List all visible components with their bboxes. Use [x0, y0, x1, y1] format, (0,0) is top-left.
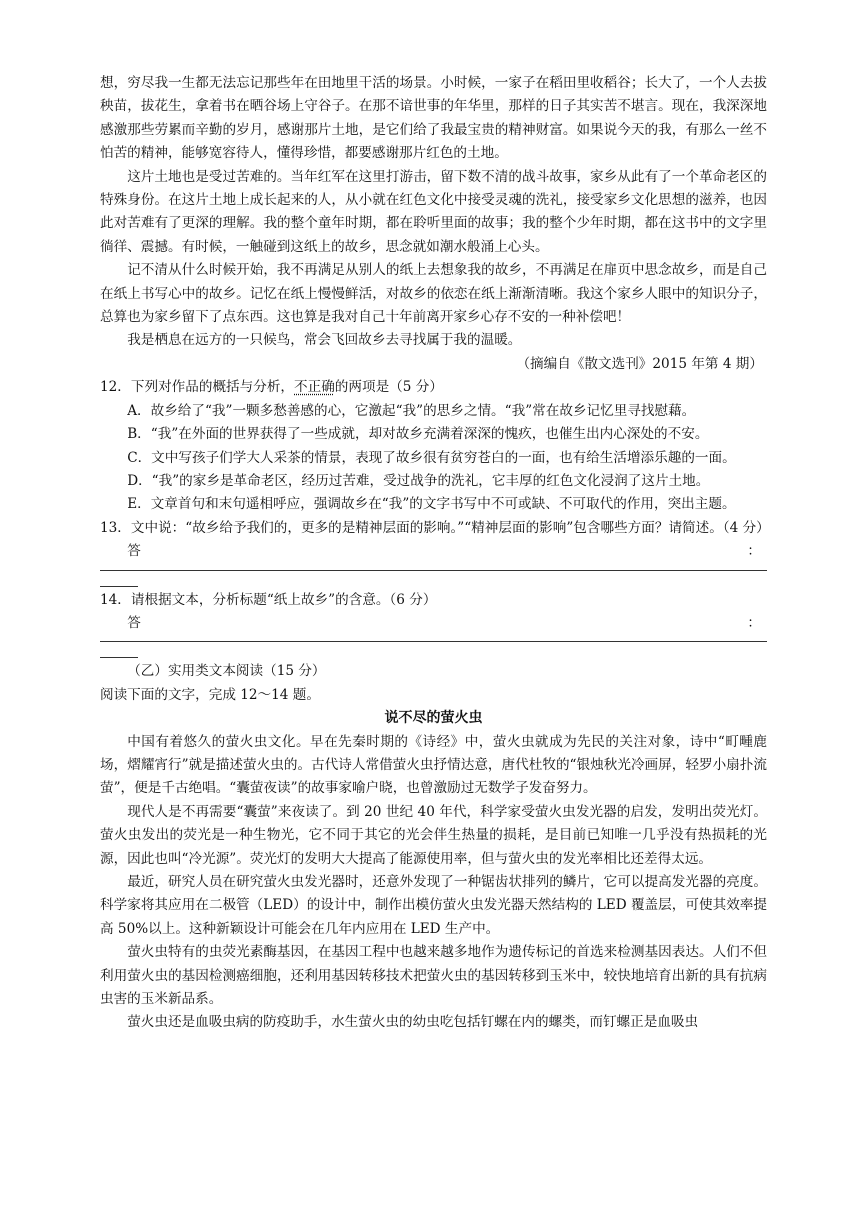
question-13-stem: 13．文中说：“故乡给予我们的，更多的是精神层面的影响。”“精神层面的影响”包含哪些方面？请简述。（4 分） — [100, 519, 770, 536]
story-paragraph: 我是栖息在远方的一只候鸟，常会飞回故乡去寻找属于我的温暖。 — [127, 332, 522, 349]
answer-label: 答 — [127, 614, 141, 631]
question-13 — [100, 517, 770, 587]
answer-rule-short — [100, 646, 138, 658]
section-b — [100, 660, 767, 1035]
story-paragraph: 想，穷尽我一生都无法忘记那些年在田地里干活的场景。小时候，一家子在稻田里收稻谷；长大了，一个人去拔秧苗，拔花生，拿着书在晒谷场上守谷子。在那不谙世事的年华里，那样的日子其实苦不堪言。现在，我深深地感激那些劳累而辛勤的岁月，感谢那片土地，是它们给了我最宝贵的精神财富。如果说今天的我，有那么一丝不怕苦的精神，能够宽容待人，懂得珍惜，都要感谢那片红色的土地。 — [100, 75, 767, 162]
answer-line[interactable] — [100, 540, 767, 563]
option-a: A．故乡给了“我”一颗多愁善感的心，它激起“我”的思乡之情。“我”常在故乡记忆里寻找慰藉。 — [127, 402, 696, 419]
story-paragraph: 记不清从什么时候开始，我不再满足从别人的纸上去想象我的故乡，不再满足在扉页中思念故乡，而是自己在纸上书写心中的故乡。记忆在纸上慢慢鲜活，对故乡的依恋在纸上渐渐清晰。我这个家乡人眼中的知识分子，总算也为家乡留下了点东西。这也算是我对自己十年前离开家乡心存不安的一种补偿吧！ — [100, 262, 767, 326]
article-paragraph: 现代人是不再需要“囊萤”来夜读了。到 20 世纪 40 年代，科学家受萤火虫发光器的启发，发明出荧光灯。萤火虫发出的荧光是一种生物光，它不同于其它的光会伴生热量的损耗，是目前已知唯一几乎没有热损耗的光源，因此也叫“冷光源”。荧光灯的发明大大提高了能源使用率，但与萤火虫的发光率相比还差得太远。 — [100, 803, 767, 867]
story-excerpt — [100, 72, 767, 376]
answer-line[interactable] — [100, 612, 767, 635]
article-paragraph: 萤火虫还是血吸虫病的防疫助手，水生萤火虫的幼虫吃包括钉螺在内的螺类，而钉螺正是血吸虫 — [127, 1014, 699, 1031]
question-12-stem-after: 的两项是（5 分） — [334, 379, 443, 396]
option-d: D．“我”的家乡是革命老区，经历过苦难，受过战争的洗礼，它丰厚的红色文化浸润了这片土地。 — [127, 472, 710, 489]
question-12 — [100, 376, 767, 516]
option-c: C．文中写孩子们学大人采茶的情景，表现了故乡很有贫穷苍白的一面，也有给生活增添乐趣的一面。 — [127, 449, 736, 466]
article-title: 说不尽的萤火虫 — [384, 710, 483, 727]
story-paragraph: 这片土地也是受过苦难的。当年红军在这里打游击，留下数不清的战斗故事，家乡从此有了一个革命老区的特殊身份。在这片土地上成长起来的人，从小就在红色文化中接受灵魂的洗礼，接受家乡文化思想的滋养，也因此对苦难有了更深的理解。我的整个童年时期，都在聆听里面的故事；我的整个少年时期，都在这书中的文字里徜徉、震撼。有时候，一触碰到这纸上的故乡，思念就如潮水般涌上心头。 — [100, 168, 767, 255]
option-b: B．“我”在外面的世界获得了一些成就，却对故乡充满着深深的愧疚，也催生出内心深处的不安。 — [127, 426, 709, 443]
article-paragraph: 萤火虫特有的虫荧光素酶基因，在基因工程中也越来越多地作为遗传标记的首选来检测基因表达。人们不但利用萤火虫的基因检测癌细胞，还利用基因转移技术把萤火虫的基因转移到玉米中，较快地培育出新的具有抗病虫害的玉米新品系。 — [100, 944, 767, 1008]
question-12-stem-before: 12．下列对作品的概括与分析， — [100, 379, 295, 396]
answer-rule-short — [100, 575, 138, 587]
question-14-stem: 14．请根据文本，分析标题“纸上故乡”的含意。（6 分） — [100, 591, 437, 608]
answer-colon: ： — [747, 543, 761, 560]
section-heading: （乙）实用类文本阅读（15 分） — [127, 663, 326, 680]
emphasis-text: 不正确 — [294, 379, 335, 396]
answer-rule — [100, 641, 767, 642]
question-12-stem — [100, 376, 767, 399]
answer-label: 答 — [127, 543, 141, 560]
section-instruction: 阅读下面的文字，完成 12～14 题。 — [100, 686, 320, 703]
source-citation: （摘编自《散文选刊》2015 年第 4 期） — [516, 355, 763, 372]
option-e: E．文章首句和末句遥相呼应，强调故乡在“我”的文字书写中不可或缺、不可取代的作用，突出主题。 — [127, 496, 736, 513]
question-14 — [100, 589, 767, 659]
answer-colon: ： — [747, 614, 761, 631]
answer-rule — [100, 570, 767, 571]
article-paragraph: 中国有着悠久的萤火虫文化。早在先秦时期的《诗经》中，萤火虫就成为先民的关注对象，诗中“町畽鹿场，熠耀宵行”就是描述萤火虫的。古代诗人常借萤火虫抒情达意，唐代杜牧的“银烛秋光冷画屏，轻罗小扇扑流萤”，便是千古绝唱。“囊萤夜读”的故事家喻户晓，也曾激励过无数学子发奋努力。 — [100, 733, 767, 797]
article-paragraph: 最近，研究人员在研究萤火虫发光器时，还意外发现了一种锯齿状排列的鳞片，它可以提高发光器的亮度。科学家将其应用在二极管（LED）的设计中，制作出模仿萤火虫发光器天然结构的 LED 覆盖层，可使其效率提高 50%以上。这种新颖设计可能会在几年内应用在 LED 生产中。 — [100, 874, 767, 937]
